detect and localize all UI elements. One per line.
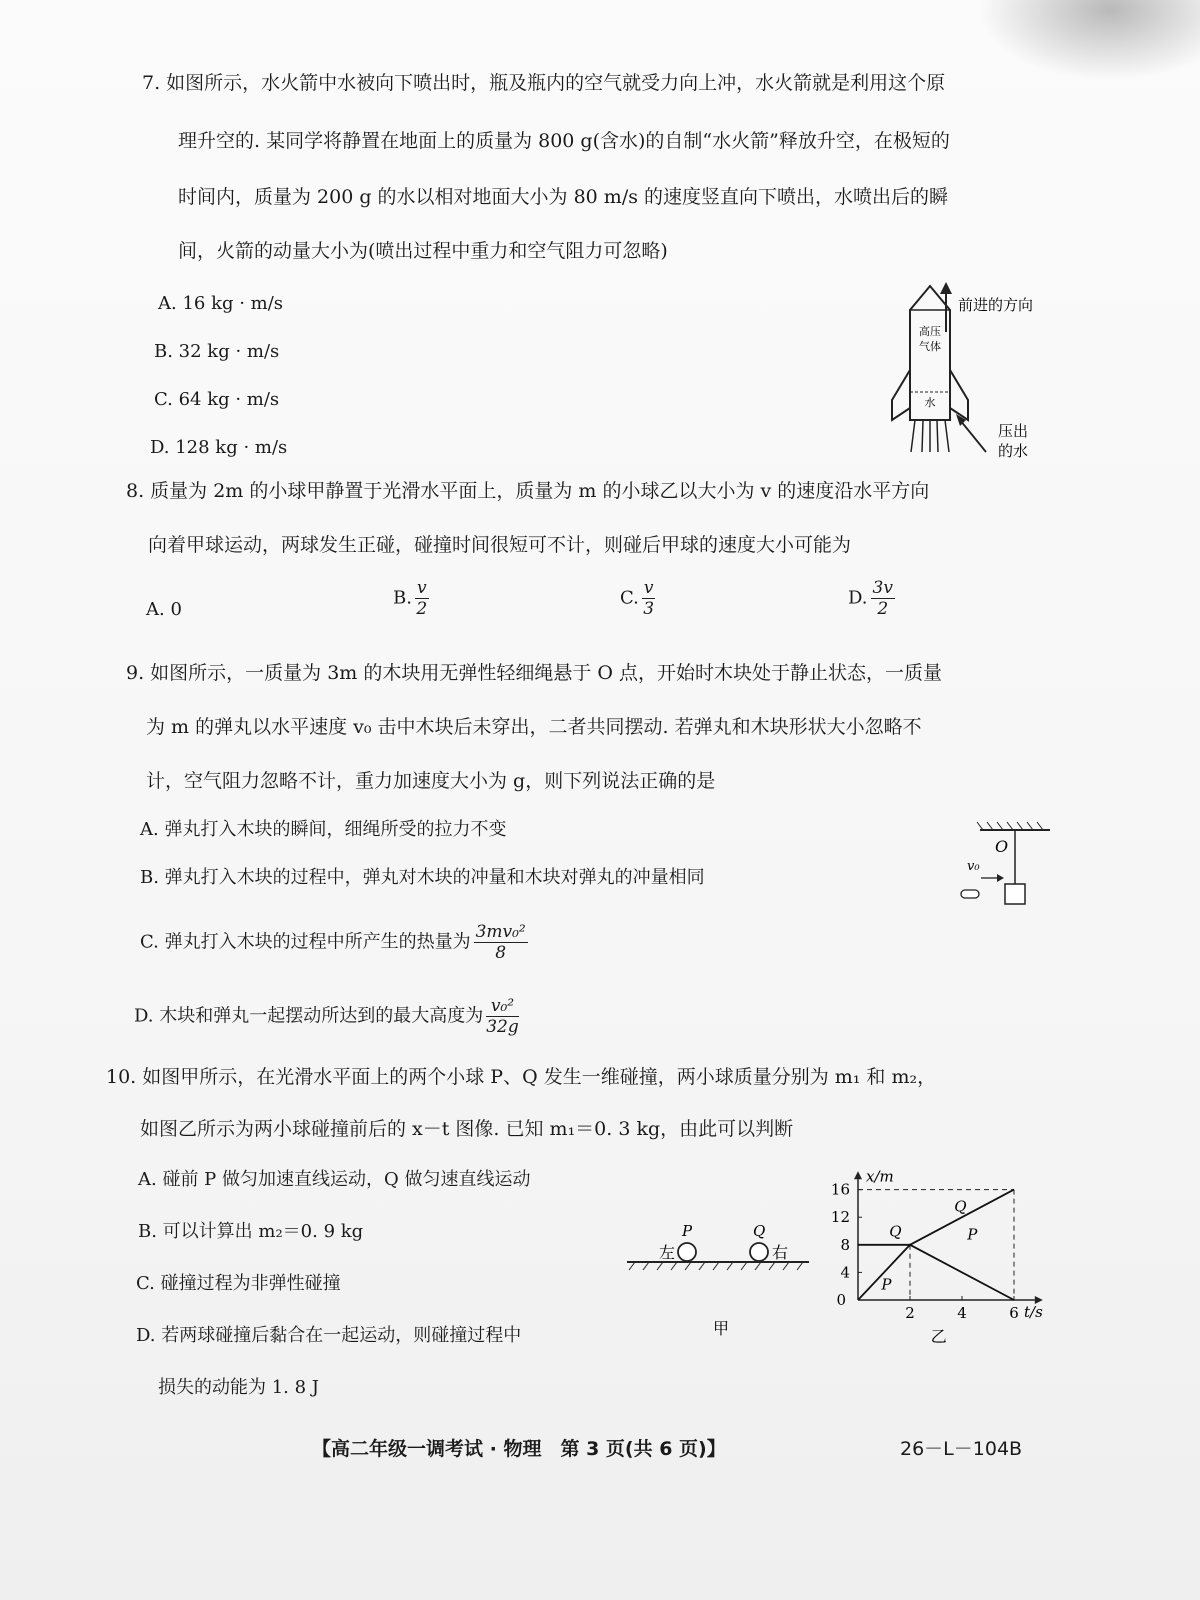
q8-option-b-fraction — [415, 578, 429, 619]
series-label-Q: Q — [889, 1222, 902, 1241]
y-axis-label: x/m — [866, 1167, 894, 1186]
q8-option-b — [393, 578, 432, 619]
y-tick-label: 8 — [840, 1235, 850, 1254]
q9-option-c — [140, 922, 531, 963]
origin-label: 0 — [836, 1291, 846, 1309]
q7-line-4: 间，火箭的动量大小为(喷出过程中重力和空气阻力可忽略) — [178, 240, 668, 262]
x-tick-label: 2 — [905, 1304, 915, 1322]
scan-shadow — [980, 0, 1200, 80]
series-label-P: P — [881, 1275, 892, 1294]
q9-option-a: A. 弹丸打入木块的瞬间，细绳所受的拉力不变 — [140, 819, 507, 840]
q10-option-d-line-2: 损失的动能为 1. 8 J — [158, 1377, 320, 1398]
jia-caption: 甲 — [713, 1319, 730, 1338]
q9-option-c-text: C. 弹丸打入木块的过程中所产生的热量为 — [140, 931, 471, 953]
footer-page-info: 【高二年级一调考试 · 物理 第 3 页(共 6 页)】 — [312, 1438, 726, 1460]
chart-caption: 乙 — [930, 1327, 947, 1346]
q9-option-d-den: 32g — [486, 1017, 519, 1037]
rocket-gas-label-2: 气体 — [919, 340, 941, 353]
q8-option-b-den: 2 — [416, 599, 428, 619]
x-tick-label: 6 — [1009, 1304, 1019, 1322]
q8-option-d — [848, 578, 898, 619]
q8-option-d-fraction — [871, 578, 895, 619]
q7-option-c: C. 64 kg · m/s — [154, 389, 280, 410]
q8-option-c — [620, 578, 658, 619]
y-tick-label: 4 — [840, 1263, 850, 1282]
q7-line-3: 时间内，质量为 200 g 的水以相对地面大小为 80 m/s 的速度竖直向下喷出，水喷出后的瞬 — [178, 186, 949, 208]
q7-option-b: B. 32 kg · m/s — [154, 341, 280, 362]
q10-line-2: 如图乙所示为两小球碰撞前后的 x－t 图像. 已知 m₁＝0. 3 kg，由此可以判断 — [140, 1118, 794, 1140]
series-line-Q — [858, 1190, 1014, 1245]
y-tick-label: 16 — [830, 1180, 850, 1199]
x-axis-label: t/s — [1024, 1303, 1043, 1321]
q9-option-c-num: 3mv₀² — [475, 922, 526, 942]
q8-line-1: 8. 质量为 2m 的小球甲静置于光滑水平面上，质量为 m 的小球乙以大小为 v 的速度沿水平方向 — [126, 480, 930, 502]
q8-option-a: A. 0 — [146, 599, 182, 620]
jia-q-label: Q — [753, 1222, 766, 1240]
q9-option-d-text: D. 木块和弹丸一起摆动所达到的最大高度为 — [134, 1005, 484, 1027]
q9-line-3: 计，空气阻力忽略不计，重力加速度大小为 g，则下列说法正确的是 — [146, 770, 716, 792]
rocket-forward-label: 前进的方向 — [958, 296, 1034, 314]
q8-option-c-den: 3 — [643, 599, 655, 619]
rocket-water-label: 水 — [924, 396, 936, 409]
jia-left-label: 左 — [659, 1243, 676, 1262]
q9-option-c-fraction — [474, 922, 528, 963]
pendulum-o-label: O — [995, 837, 1009, 856]
q9-option-d — [134, 996, 522, 1037]
jia-p-label: P — [682, 1222, 693, 1240]
q8-option-d-den: 2 — [877, 599, 889, 619]
q8-line-2: 向着甲球运动，两球发生正碰，碰撞时间很短可不计，则碰后甲球的速度大小可能为 — [148, 534, 852, 556]
q8-option-b-prefix: B. — [393, 587, 412, 609]
q9-option-d-num: v₀² — [486, 996, 519, 1017]
rocket-out-label-1: 压出 — [998, 422, 1029, 440]
q7-option-d: D. 128 kg · m/s — [150, 437, 288, 458]
y-axis-arrow — [854, 1171, 862, 1179]
rocket-gas-label-1: 高压 — [919, 325, 941, 338]
q9-line-1: 9. 如图所示，一质量为 3m 的木块用无弹性轻细绳悬于 O 点，开始时木块处于静止状态，一质量 — [126, 662, 943, 684]
q8-option-b-num: v — [416, 578, 427, 598]
q8-option-c-fraction — [642, 578, 656, 619]
q9-option-c-den: 8 — [495, 943, 507, 963]
q7-line-1: 7. 如图所示，水火箭中水被向下喷出时，瓶及瓶内的空气就受力向上冲，水火箭就是利用这个原 — [142, 72, 946, 94]
q7-option-a: A. 16 kg · m/s — [158, 293, 284, 314]
series-label-Q: Q — [954, 1197, 967, 1216]
pendulum-v0-label: v₀ — [967, 859, 980, 874]
series-label-P: P — [967, 1225, 978, 1244]
pendulum-figure — [955, 818, 1065, 928]
q8-option-c-num: v — [643, 578, 654, 598]
q10-line-1: 10. 如图甲所示，在光滑水平面上的两个小球 P、Q 发生一维碰撞，两小球质量分别为 m₁ 和 m₂， — [106, 1066, 937, 1088]
q9-option-b: B. 弹丸打入木块的过程中，弹丸对木块的冲量和木块对弹丸的冲量相同 — [140, 867, 705, 888]
q10-option-d-line-1: D. 若两球碰撞后黏合在一起运动，则碰撞过程中 — [136, 1325, 522, 1346]
xt-chart-yi — [820, 1160, 1070, 1360]
q10-option-c: C. 碰撞过程为非弹性碰撞 — [136, 1273, 341, 1294]
footer-code: 26－L－104B — [900, 1438, 1023, 1460]
x-tick-label: 4 — [957, 1304, 967, 1322]
q10-option-b: B. 可以计算出 m₂＝0. 9 kg — [138, 1221, 364, 1242]
q9-option-d-fraction — [486, 996, 519, 1037]
q9-line-2: 为 m 的弹丸以水平速度 v₀ 击中木块后未穿出，二者共同摆动. 若弹丸和木块形状大小忽略不 — [146, 716, 922, 738]
rocket-out-label-2: 的水 — [998, 442, 1029, 460]
q10-option-a: A. 碰前 P 做匀加速直线运动，Q 做匀速直线运动 — [138, 1169, 531, 1190]
jia-right-label: 右 — [772, 1243, 789, 1262]
collision-figure-jia — [625, 1218, 815, 1348]
y-tick-label: 12 — [830, 1208, 850, 1227]
q8-option-d-num: 3v — [872, 578, 893, 598]
q8-option-d-prefix: D. — [848, 587, 868, 609]
q7-line-2: 理升空的. 某同学将静置在地面上的质量为 800 g(含水)的自制“水火箭”释放升空，在极短的 — [178, 130, 950, 152]
q8-option-c-prefix: C. — [620, 587, 639, 609]
water-rocket-figure — [870, 280, 1070, 480]
